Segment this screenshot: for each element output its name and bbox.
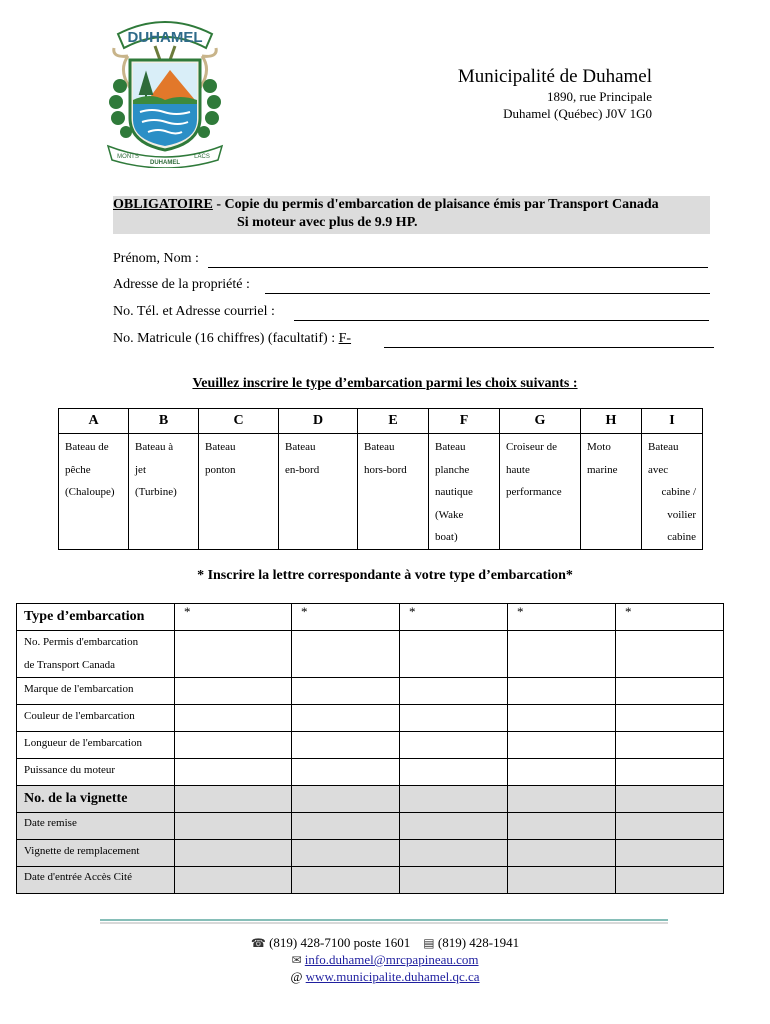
type-description-c: Bateau ponton [199, 434, 279, 550]
type-letter: E [358, 409, 429, 434]
length-cell-4[interactable] [508, 732, 616, 759]
access-label: Date d'entrée Accès Cité [17, 867, 175, 894]
date-given-cell-2[interactable] [292, 813, 400, 840]
envelope-icon: ✉ [291, 953, 302, 967]
brand-label: Marque de l'embarcation [17, 678, 175, 705]
duhamel-coat-of-arms-logo [100, 8, 230, 168]
sticker-cell-2[interactable] [292, 786, 400, 813]
date-given-cell-1[interactable] [175, 813, 292, 840]
table-row [17, 604, 724, 631]
footer-fax: (819) 428-1941 [437, 935, 520, 950]
length-cell-3[interactable] [400, 732, 508, 759]
notice-line-1: - Copie du permis d'embarcation de plaisance émis par Transport Canada [212, 197, 659, 212]
property-address-underline [265, 293, 710, 294]
replacement-cell-5[interactable] [616, 840, 724, 867]
permit-cell-1[interactable] [175, 631, 292, 678]
type-label: Type d’embarcation [24, 609, 145, 624]
mandatory-label: OBLIGATOIRE [113, 197, 213, 212]
types-heading: Veuillez inscrire le type d’embarcation parmi les choix suivants : [192, 376, 578, 391]
date-given-label: Date remise [17, 813, 175, 840]
types-description-row [59, 434, 703, 550]
type-cell-1[interactable]: * [175, 604, 292, 631]
permit-cell-2[interactable] [292, 631, 400, 678]
table-row [17, 631, 724, 678]
type-cell-5[interactable]: * [616, 604, 724, 631]
replacement-cell-1[interactable] [175, 840, 292, 867]
name-underline [208, 267, 708, 268]
registration-field[interactable] [113, 331, 351, 347]
length-cell-5[interactable] [616, 732, 724, 759]
table-row [17, 732, 724, 759]
color-cell-2[interactable] [292, 705, 400, 732]
type-letter: I [642, 409, 703, 434]
color-cell-5[interactable] [616, 705, 724, 732]
property-address-label: Adresse de la propriété : [113, 277, 250, 292]
replacement-cell-4[interactable] [508, 840, 616, 867]
registration-label: No. Matricule (16 chiffres) (facultatif) : [113, 331, 336, 346]
footer-contact-website [0, 969, 770, 985]
sticker-cell-4[interactable] [508, 786, 616, 813]
municipality-name: Municipalité de Duhamel [457, 66, 652, 87]
address-line-1: 1890, rue Principale [546, 89, 652, 104]
color-cell-3[interactable] [400, 705, 508, 732]
access-cell-5[interactable] [616, 867, 724, 894]
permit-cell-3[interactable] [400, 631, 508, 678]
permit-label-1: No. Permis d'embarcation [24, 636, 139, 648]
access-cell-1[interactable] [175, 867, 292, 894]
svg-text:DUHAMEL: DUHAMEL [127, 29, 203, 46]
power-cell-2[interactable] [292, 759, 400, 786]
replacement-cell-3[interactable] [400, 840, 508, 867]
type-letter: C [199, 409, 279, 434]
sticker-cell-5[interactable] [616, 786, 724, 813]
power-cell-5[interactable] [616, 759, 724, 786]
type-letter: H [581, 409, 642, 434]
color-cell-1[interactable] [175, 705, 292, 732]
type-cell-3[interactable]: * [400, 604, 508, 631]
power-cell-4[interactable] [508, 759, 616, 786]
type-description-f: Bateau planche nautique (Wake boat) [429, 434, 500, 550]
brand-cell-2[interactable] [292, 678, 400, 705]
inscribe-instruction: * Inscrire la lettre correspondante à votre type d’embarcation* [197, 568, 573, 583]
property-address-field[interactable] [113, 277, 250, 293]
table-row [17, 786, 724, 813]
sticker-cell-1[interactable] [175, 786, 292, 813]
brand-cell-3[interactable] [400, 678, 508, 705]
address-line-2: Duhamel (Québec) J0V 1G0 [503, 106, 652, 121]
type-description-d: Bateau en-bord [279, 434, 358, 550]
permit-label-2: de Transport Canada [24, 659, 116, 671]
sticker-label: No. de la vignette [24, 791, 128, 806]
type-description-h: Moto marine [581, 434, 642, 550]
length-cell-2[interactable] [292, 732, 400, 759]
access-cell-4[interactable] [508, 867, 616, 894]
brand-cell-5[interactable] [616, 678, 724, 705]
type-letter: D [279, 409, 358, 434]
type-letter: B [129, 409, 199, 434]
phone-email-field[interactable] [113, 304, 275, 320]
sticker-cell-3[interactable] [400, 786, 508, 813]
table-row [17, 867, 724, 894]
types-letter-row [59, 409, 703, 434]
table-row [17, 678, 724, 705]
brand-cell-1[interactable] [175, 678, 292, 705]
footer-contact-phones [0, 935, 770, 951]
brand-cell-4[interactable] [508, 678, 616, 705]
type-description-e: Bateau hors-bord [358, 434, 429, 550]
type-letter: F [429, 409, 500, 434]
registration-underline [384, 347, 714, 348]
type-cell-4[interactable]: * [508, 604, 616, 631]
permit-cell-4[interactable] [508, 631, 616, 678]
replacement-cell-2[interactable] [292, 840, 400, 867]
phone-email-underline [294, 320, 709, 321]
length-cell-1[interactable] [175, 732, 292, 759]
table-row [17, 705, 724, 732]
footer-contact-email [0, 952, 770, 968]
date-given-cell-5[interactable] [616, 813, 724, 840]
permit-cell-5[interactable] [616, 631, 724, 678]
access-cell-2[interactable] [292, 867, 400, 894]
name-field[interactable] [113, 251, 199, 267]
svg-text:MONTS: MONTS [117, 154, 139, 160]
type-description-i: Bateau avec cabine / voilier cabine [642, 434, 703, 550]
boat-types-table [58, 408, 703, 550]
phone-email-label: No. Tél. et Adresse courriel : [113, 304, 275, 319]
date-given-cell-4[interactable] [508, 813, 616, 840]
type-letter: A [59, 409, 129, 434]
phone-icon: ☎ [250, 936, 266, 950]
type-cell-2[interactable]: * [292, 604, 400, 631]
power-cell-1[interactable] [175, 759, 292, 786]
mandatory-notice [113, 196, 710, 234]
registration-prefix: F- [338, 331, 352, 346]
power-cell-3[interactable] [400, 759, 508, 786]
power-label: Puissance du moteur [17, 759, 175, 786]
at-icon: @ [290, 969, 303, 984]
notice-line-2: Si moteur avec plus de 9.9 HP. [237, 215, 418, 230]
type-description-a: Bateau de pêche (Chaloupe) [59, 434, 129, 550]
website-link[interactable]: www.municipalite.duhamel.qc.ca [305, 969, 480, 984]
svg-text:DUHAMEL: DUHAMEL [150, 160, 180, 166]
name-label: Prénom, Nom : [113, 251, 199, 266]
date-given-cell-3[interactable] [400, 813, 508, 840]
access-cell-3[interactable] [400, 867, 508, 894]
replacement-label: Vignette de remplacement [17, 840, 175, 867]
footer-divider [100, 918, 668, 924]
type-description-b: Bateau à jet (Turbine) [129, 434, 199, 550]
table-row [17, 840, 724, 867]
color-cell-4[interactable] [508, 705, 616, 732]
length-label: Longueur de l'embarcation [17, 732, 175, 759]
type-description-g: Croiseur de haute performance [500, 434, 581, 550]
footer-phone: (819) 428-7100 poste 1601 [269, 935, 411, 950]
type-letter: G [500, 409, 581, 434]
email-link[interactable]: info.duhamel@mrcpapineau.com [304, 952, 479, 967]
fax-icon: ▤ [423, 936, 435, 950]
boat-details-table [16, 603, 724, 894]
table-row [17, 813, 724, 840]
color-label: Couleur de l'embarcation [17, 705, 175, 732]
table-row [17, 759, 724, 786]
svg-text:LACS: LACS [194, 154, 210, 160]
